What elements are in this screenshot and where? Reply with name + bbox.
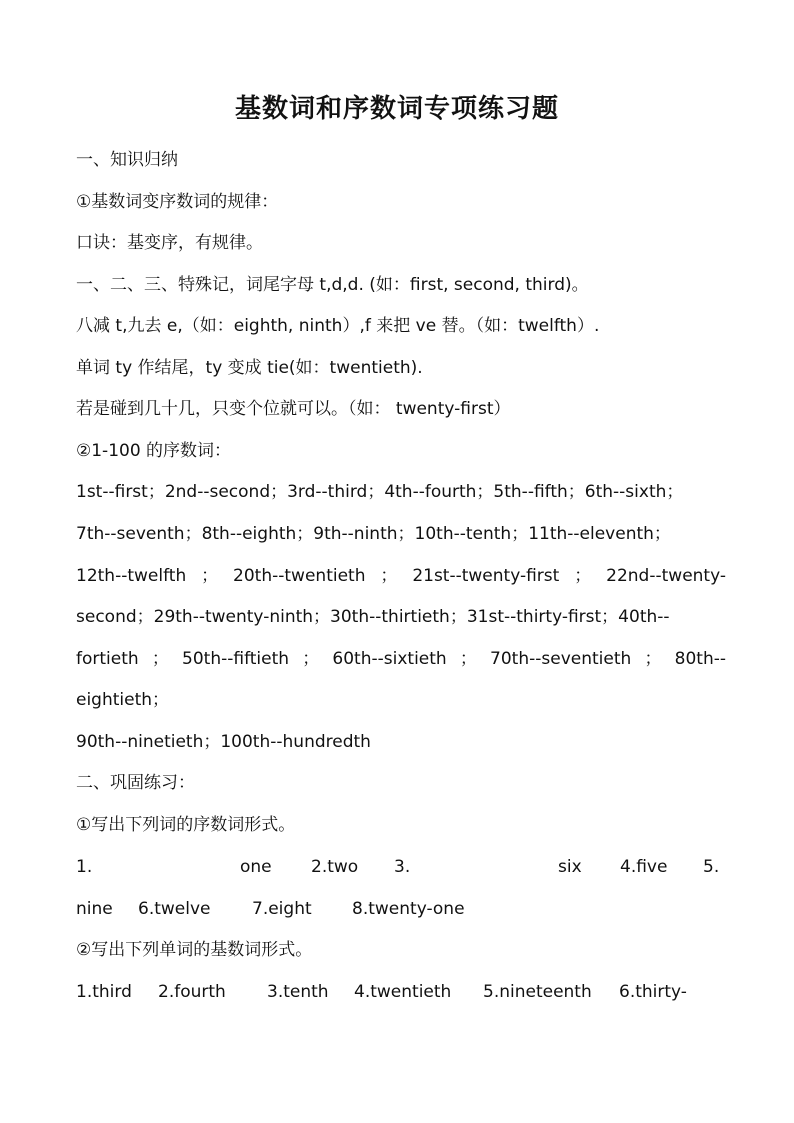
exercise-item: 7.eight	[252, 899, 312, 919]
ordinal-list-heading: ②1-100 的序数词：	[76, 441, 232, 461]
section2-heading: 二、巩固练习：	[76, 773, 195, 793]
exercise2-row-1	[76, 980, 726, 1004]
exercise-item: 4.twentieth	[354, 982, 452, 1002]
rule-heading: ①基数词变序数词的规律：	[76, 192, 279, 212]
exercise-item: nine	[76, 899, 113, 919]
exercise-item: 3.	[394, 857, 411, 877]
exercise-item: 8.twenty-one	[352, 899, 465, 919]
exercise-item: 1.third	[76, 982, 132, 1002]
exercise1-heading: ①写出下列词的序数词形式。	[76, 815, 296, 835]
exercise-item: 2.two	[311, 857, 359, 877]
exercise-item: one	[240, 857, 272, 877]
exercise-item: 6.twelve	[138, 899, 211, 919]
ordinal-line-3: 12th--twelfth ； 20th--twentieth ； 21st--twenty-first ； 22nd--twenty-	[76, 566, 726, 586]
ordinal-line-6: eightieth；	[76, 690, 170, 710]
exercise-item: six	[558, 857, 582, 877]
rule-line-2: 一、二、三、特殊记，词尾字母 t,d,d. (如：first, second, third)。	[76, 275, 589, 295]
exercise1-row-2	[76, 897, 726, 921]
ordinal-line-7: 90th--ninetieth；100th--hundredth	[76, 732, 371, 752]
rule-line-4: 单词 ty 作结尾，ty 变成 tie(如：twentieth).	[76, 358, 423, 378]
ordinal-line-1: 1st--first；2nd--second；3rd--third；4th--fourth；5th--fifth；6th--sixth；	[76, 482, 684, 502]
section1-heading: 一、知识归纳	[76, 150, 178, 170]
exercise-item: 2.fourth	[158, 982, 226, 1002]
exercise-item: 4.five	[620, 857, 668, 877]
exercise2-heading: ②写出下列单词的基数词形式。	[76, 940, 313, 960]
exercise-item: 5.	[703, 857, 720, 877]
ordinal-line-2: 7th--seventh；8th--eighth；9th--ninth；10th--tenth；11th--eleventh；	[76, 524, 671, 544]
ordinal-line-4: second；29th--twenty-ninth；30th--thirtieth；31st--thirty-first；40th--	[76, 607, 670, 627]
exercise1-row-1	[76, 855, 726, 879]
rule-line-5: 若是碰到几十几，只变个位就可以。（如： twenty-first）	[76, 399, 511, 419]
page-title: 基数词和序数词专项练习题	[234, 94, 559, 124]
exercise-item: 3.tenth	[267, 982, 329, 1002]
exercise-item: 5.nineteenth	[483, 982, 592, 1002]
exercise-item: 6.thirty-	[619, 982, 687, 1002]
ordinal-line-5: fortieth ； 50th--fiftieth ； 60th--sixtieth ； 70th--seventieth ； 80th--	[76, 649, 726, 669]
rule-line-1: 口诀：基变序，有规律。	[76, 233, 263, 253]
rule-line-3: 八减 t,九去 e,（如：eighth, ninth）,f 来把 ve 替。（如：twelfth）.	[76, 316, 600, 336]
exercise-item: 1.	[76, 857, 93, 877]
